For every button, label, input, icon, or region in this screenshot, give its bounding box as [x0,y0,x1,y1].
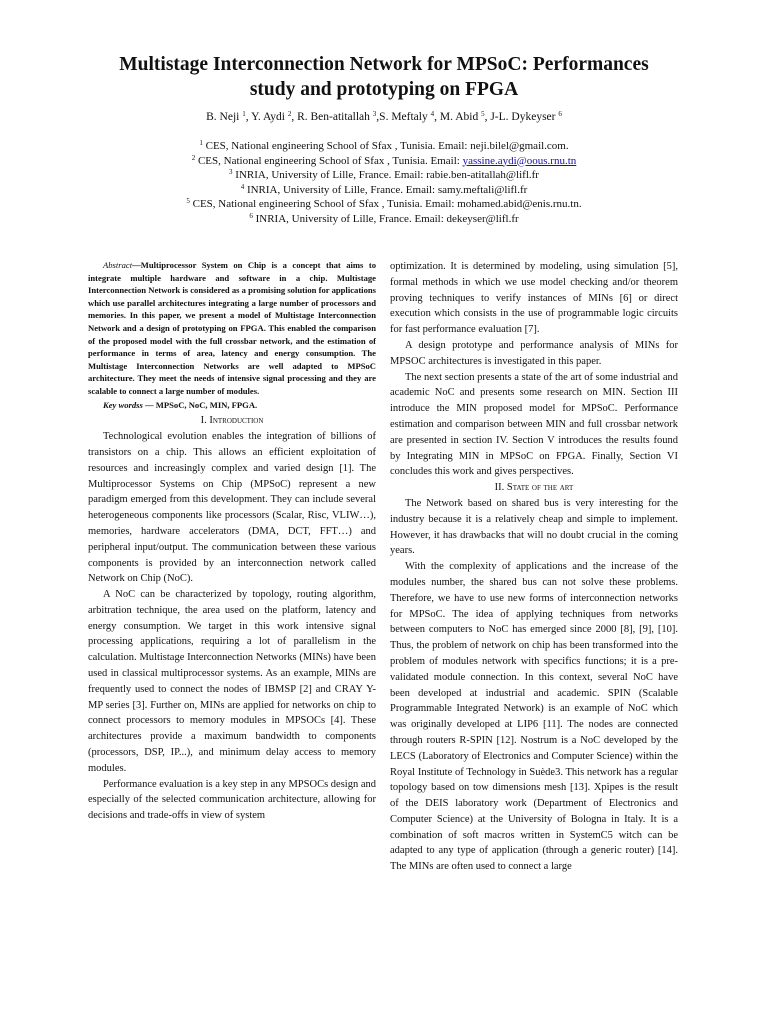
affiliation: $^6$ INRIA, University of Lille, France. Email: dekeyser@lifl.fr [249,211,519,225]
affiliation: $^1$ CES, National engineering School of Sfax , Tunisia. Email: neji.bilel@gmail.com. [199,139,569,152]
email-link[interactable]: yassine.aydi@oous.rnu.tn [462,154,577,167]
author-list [60,110,708,124]
paragraph: Performance evaluation is a key step in any MPSOCs design and especially of the selected communication architecture, allowing for decisions and trade-offs in view of system [88,778,376,822]
keywords-label: Key wordss [103,399,143,410]
paper-title [60,52,708,102]
author: J-L. Dykeyser $^6$ [490,110,562,123]
abstract [88,259,376,398]
paragraph: The Network based on shared bus is very interesting for the industry because it is a relatively cheap and simple to implement. However, it has drawbacks that will no doubt crucial in the coming years. [390,497,678,557]
author: B. Neji $^1$, [206,110,252,123]
abstract-label: Abstract [103,260,133,270]
author: S. Meftaly $^4$, [379,110,440,123]
keywords-text: — MPSoC, NoC, MIN, FPGA. [142,399,258,410]
author: R. Ben-atitallah $^3$, [297,110,380,123]
author: M. Abid $^5$, [439,110,491,123]
right-column [390,259,678,875]
affiliation: $^4$ INRIA, University of Lille, France. Email: samy.meftali@lifl.fr [240,182,528,196]
paragraph: Technological evolution enables the integration of billions of transistors on a chip. This allows an efficient exploitation of resources and increasingly complex and varied design [1]. The Multiprocessor Systems on Chip (MPSoC) represent a new paradigm emerged from this development. They can include several heterogeneous components like processors (Scalar, Risc, VLIW…), memories, hardware accelerators (DMA, DCT, FFT…) and peripheral input/output. The communication between these various components is provided by an interconnection network called Network on Chip (NoC). [88,431,376,585]
paragraph: The next section presents a state of the art of some industrial and academic NoC and presents some research on MIN. Section III introduce the MIN proposed model for MPSoC. Performance estimation and comparison between MIN and full crossbar network are presented in section IV. Section V introduces the results found by Integrating MIN in MPSoC on FPGA. Finally, Section VI concludes this work and gives perspectives. [390,371,678,478]
left-column [88,259,376,824]
author: Y. Aydi $^2$, [251,110,298,123]
title-line-2: study and prototyping on FPGA [249,79,519,100]
paragraph: optimization. It is determined by modeling, using simulation [5], formal methods in which we use model checking and/or theorem proving techniques to verify instances of MINs [6] or direct execution which consists in the use of programmable logic circuits for fast performance evaluation [7]. [390,261,678,336]
affiliation: $^3$ INRIA, University of Lille, France. Email: rabie.ben-atitallah@lifl.fr [229,168,539,181]
affiliation-list [60,139,708,226]
affiliation: $^5$ CES, National engineering School of Sfax , Tunisia. Email: mohamed.abid@enis.rnu.tn. [186,197,582,210]
paragraph: With the complexity of applications and the increase of the modules number, the shared bus can not solve these problems. Therefore, we have to use new forms of interconnection networks for MPSoC. The idea of applying techniques from networks between computers to NoC has emerged since 2000 [8], [9], [10]. Thus, the problem of network on chip has been transformed into the problem of modules network with specifics functions; it is a pre-validated module connection. In this context, several NoC have been developed at industrial and academic. SPIN (Scalable Programmable Integrated Network) is an example of NoC which was originally developed at LIP6 [11]. The nodes are connected through routers R-SPIN [12]. Nostrum is a NoC developed by the LECS (Laboratory of Electronics and Computer Science) within the Royal Institute of Technology in Suède3. This network has a regular topology based on tow dimensions mesh [13]. Xpipes is the result of the DEIS laboratory work (Department of Electronics and Computer Science) at the University of Bologna in Italy. It is a combination of soft macros written in SystemC5 witch can be adapted to any type of application (through a generic router) [14]. The MINs are often used to connect a large [390,561,678,873]
title-line-1: Multistage Interconnection Network for MPSoC: Performances [119,54,649,75]
paragraph: A NoC can be characterized by topology, routing algorithm, arbitration technique, the area used on the platform, latency and energy consumption. We target in this work intensive signal processing applications, requiring a lot of parallelism in the calculation. Multistage Interconnection Networks (MINs) have been used in classical multiprocessor systems. As an example, MINs are frequently used to connect the nodes of IBMSP [2] and CRAY Y-MP series [3]. Further on, MINs are applied for networks on chip to connect processors to memory modules in MPSOCs [4]. These architectures provide a maximum bandwidth to components (processors, DSP, IP...), and minimum delay access to memory modules. [88,589,376,774]
keywords [88,398,376,414]
affiliation: $^2$ CES, National engineering School of Sfax , Tunisia. Email: yassine.aydi@oous.rnu.tn [191,153,577,167]
paragraph: A design prototype and performance analysis of MINs for MPSOC architectures is investigated in this paper. [390,339,678,367]
abstract-text: —Multiprocessor System on Chip is a concept that aims to integrate multiple hardware and software in a chip. Multistage Interconnection Network is considered as a promising solution for applications which use parallel architectures integrating a large number of processors and memories. In this paper, we present a model of Multistage Interconnection Network and a design of prototyping on FPGA. This enabled the comparison of the proposed model with the full crossbar network, and the estimation of performance in terms of area, latency and energy consumption. The Multistage Interconnection Networks are well adapted to MPSoC architecture. They meet the needs of intensive signal processing and they are scalable to connect a large number of modules. [88,260,376,396]
section-heading-state-of-the-art: II. State of the art [494,482,574,494]
section-heading-introduction: I. Introduction [200,415,264,427]
